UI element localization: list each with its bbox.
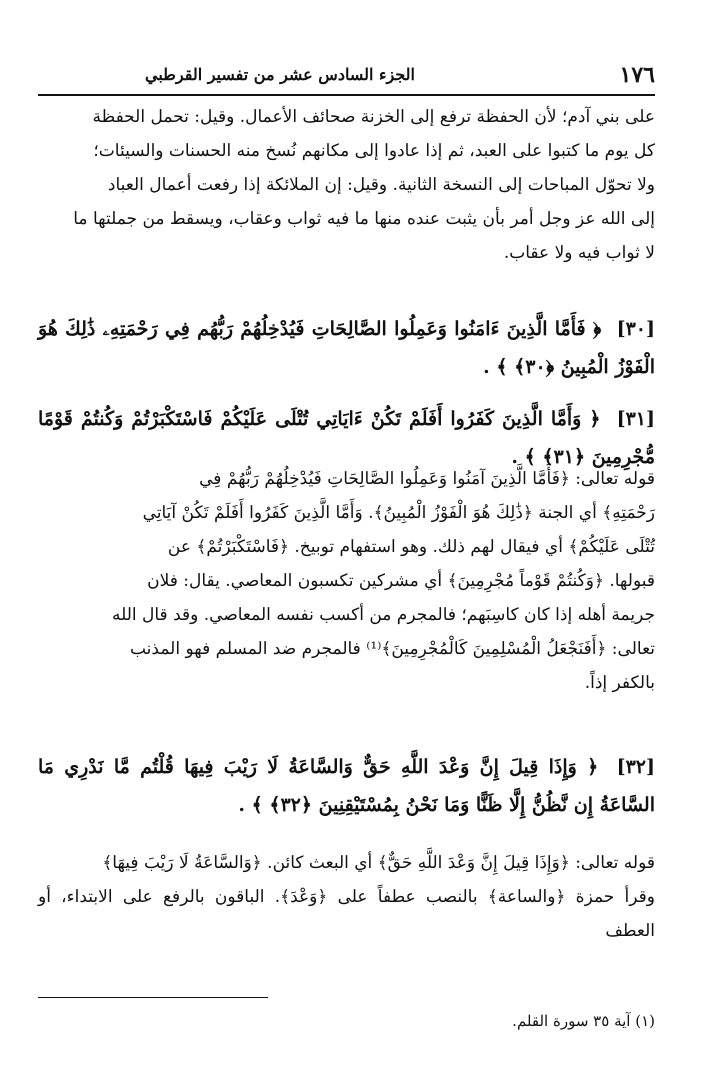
text-line: جريمة أهله إذا كان كاسِبَهم؛ فالمجرم من أكسب نفسه المعاصي. وقد قال الله	[111, 605, 655, 625]
text-line: قبولها. ﴿وَكُنتُمْ قَوْماً مُجْرِمِينَ﴾ أي مشركين تكسبون المعاصي. يقال: فلان	[147, 571, 655, 591]
verse-number: [٣١]	[616, 408, 655, 430]
footnote-separator	[38, 997, 268, 998]
page-number: ١٧٦	[619, 62, 655, 88]
text-line: على بني آدم؛ لأن الحفظة ترفع إلى الخزنة صحائف الأعمال. وقيل: تحمل الحفظة	[92, 107, 655, 127]
verse-text: ﴿ وَإِذَا قِيلَ إِنَّ وَعْدَ اللَّهِ حَقٌّ وَالسَّاعَةُ لَا رَيْبَ فِيهَا قُلْتُم مَّا نَدْرِي مَا السَّاعَةُ إِن نَّظُنُّ إِلَّا ظَنًّا وَمَا نَحْنُ بِمُسْتَيْقِنِينَ ﴿٣٢﴾ ﴾ .	[38, 756, 655, 816]
verse-number: [٣٠]	[616, 318, 655, 340]
verse-text: ﴿ وَأَمَّا الَّذِينَ كَفَرُوا أَفَلَمْ تَكُنْ ءَايَاتِي تُتْلَى عَلَيْكُمْ فَاسْتَكْبَرْتُمْ وَكُنتُمْ قَوْمًا مُّجْرِمِينَ ﴿٣١﴾ ﴾ .	[38, 408, 655, 468]
running-title: الجزء السادس عشر من تفسير القرطبي	[145, 65, 415, 84]
text-line: بالكفر إذاً.	[584, 673, 655, 693]
text-line: رَحْمَتِهِ﴾ أي الجنة ﴿ذَٰلِكَ هُوَ الْفَوْزُ الْمُبِينُ﴾. وَأَمَّا الَّذِينَ كَفَرُوا أَفَلَمْ تَكُنْ آيَاتِي	[142, 503, 655, 523]
text-line: وقرأ حمزة ﴿والساعة﴾ بالنصب عطفاً على ﴿وَعْدَ﴾. الباقون بالرفع على الابتداء، أو العطف	[38, 887, 655, 941]
text-line: كل يوم ما كتبوا على العبد، ثم إذا عادوا إلى مكانهم نُسخ منه الحسنات والسيئات؛	[93, 141, 655, 161]
commentary-paragraph-2	[38, 462, 655, 700]
text-line: تُتْلَى عَلَيْكُمْ﴾ أي فيقال لهم ذلك. وهو استفهام توبيخ. ﴿فَاسْتَكْبَرْتُمْ﴾ عن	[167, 537, 655, 557]
verse-30	[38, 310, 655, 386]
text-line: ولا تحوّل المباحات إلى النسخة الثانية. وقيل: إن الملائكة إذا رفعت أعمال العباد	[107, 175, 655, 195]
page-header	[38, 62, 655, 96]
commentary-paragraph-1	[38, 100, 655, 270]
text-line: إلى الله عز وجل أمر بأن يثبت عنده منها ما فيه ثواب وعقاب، ويسقط من جملتها ما	[73, 209, 655, 229]
text-line: قوله تعالى: ﴿وَإِذَا قِيلَ إِنَّ وَعْدَ اللَّهِ حَقٌّ﴾ أي البعث كائن. ﴿وَالسَّاعَةُ لَا رَيْبَ فِيهَا﴾	[102, 853, 655, 873]
text-line: قوله تعالى: ﴿فَأَمَّا الَّذِينَ آمَنُوا وَعَمِلُوا الصَّالِحَاتِ فَيُدْخِلُهُمْ رَبُّهُمْ فِي	[199, 469, 655, 489]
verse-32	[38, 748, 655, 824]
text-line: تعالى: ﴿أَفَنَجْعَلُ الْمُسْلِمِينَ كَالْمُجْرِمِينَ﴾⁽¹⁾ فالمجرم ضد المسلم فهو المذنب	[129, 639, 655, 659]
text-line: لا ثواب فيه ولا عقاب.	[503, 243, 655, 263]
footnote: (١) آية ٣٥ سورة القلم.	[512, 1012, 655, 1030]
verse-number: [٣٢]	[616, 756, 655, 778]
commentary-paragraph-3	[38, 846, 655, 948]
verse-text: ﴿ فَأَمَّا الَّذِينَ ءَامَنُوا وَعَمِلُوا الصَّالِحَاتِ فَيُدْخِلُهُمْ رَبُّهُم فِي رَحْمَتِهِۦ ذَٰلِكَ هُوَ الْفَوْزُ الْمُبِينُ ﴿٣٠﴾ ﴾ .	[38, 318, 655, 378]
